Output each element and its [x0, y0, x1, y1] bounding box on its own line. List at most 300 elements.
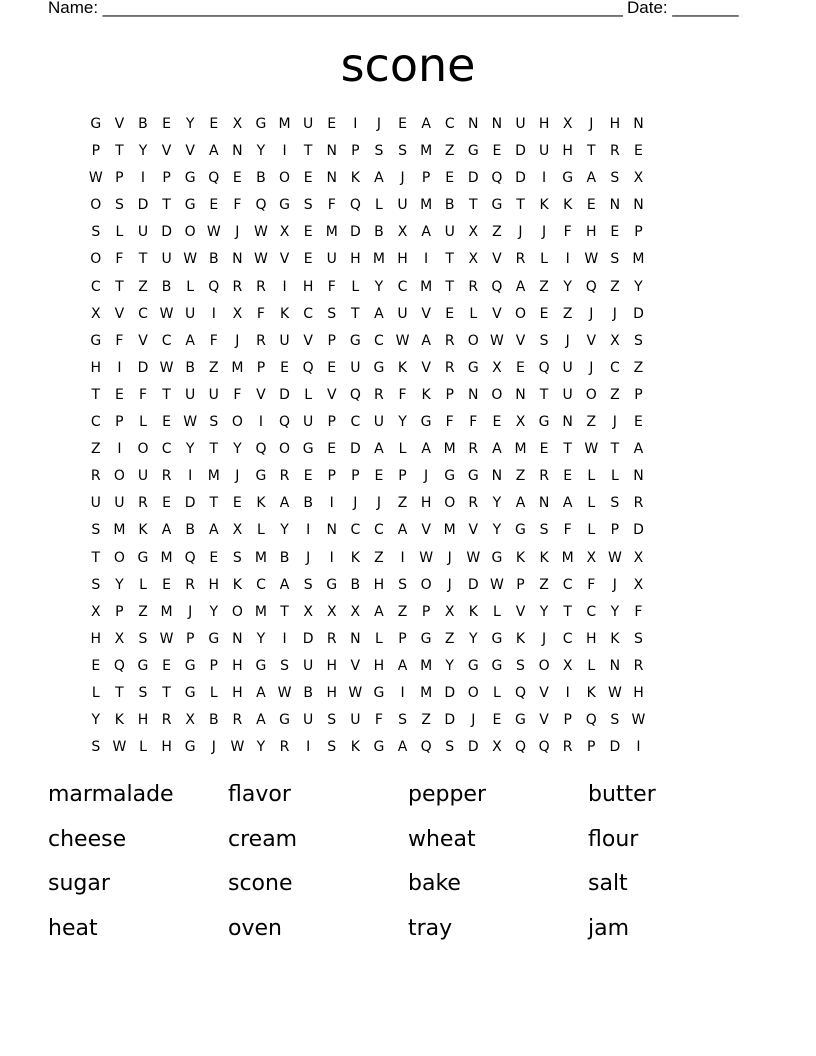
grid-letter: H	[609, 116, 621, 132]
grid-letter: G	[184, 657, 196, 674]
grid-letter: L	[257, 522, 265, 539]
grid-letter: I	[424, 251, 429, 268]
grid-letter: O	[113, 468, 125, 485]
grid-letter: H	[232, 657, 243, 674]
grid-letter: F	[469, 414, 478, 431]
grid-letter: D	[279, 386, 290, 403]
grid-letter: N	[633, 116, 644, 132]
grid-letter: E	[114, 386, 124, 403]
grid-letter: S	[610, 170, 620, 187]
word-bank-item: pepper	[408, 782, 487, 807]
grid-letter: T	[351, 305, 360, 322]
grid-letter: U	[397, 197, 408, 214]
word-bank-item: flour	[588, 826, 639, 852]
grid-letter: Y	[115, 576, 124, 593]
grid-letter: C	[350, 522, 361, 539]
grid-letter: P	[445, 386, 454, 403]
grid-letter: Y	[185, 116, 195, 132]
grid-letter: T	[209, 495, 219, 512]
grid-letter: G	[279, 197, 290, 214]
grid-letter: L	[139, 414, 147, 431]
grid-letter: L	[492, 684, 501, 701]
grid-letter: I	[353, 116, 358, 132]
grid-letter: R	[232, 278, 243, 295]
grid-letter: G	[420, 630, 432, 647]
grid-letter: T	[162, 386, 171, 403]
grid-letter: C	[90, 414, 101, 431]
grid-letter: V	[468, 522, 479, 539]
grid-letter: W	[631, 712, 646, 729]
grid-letter: G	[373, 684, 385, 701]
grid-letter: X	[610, 332, 620, 349]
grid-letter: G	[184, 170, 196, 187]
grid-letter: Z	[397, 495, 408, 512]
grid-letter: T	[516, 197, 525, 214]
grid-letter: U	[279, 332, 290, 349]
grid-letter: A	[374, 170, 384, 187]
grid-letter: V	[350, 657, 361, 674]
grid-letter: V	[185, 143, 195, 160]
grid-letter: K	[586, 684, 596, 701]
grid-letter: O	[420, 576, 432, 593]
grid-letter: W	[607, 684, 622, 701]
grid-letter: H	[397, 251, 408, 268]
grid-letter: D	[137, 359, 149, 376]
grid-letter: P	[256, 359, 266, 376]
grid-letter: U	[90, 495, 101, 512]
grid-letter: R	[468, 278, 479, 295]
word-bank-item: salt	[588, 871, 628, 896]
grid-letter: J	[589, 305, 594, 322]
page-title: scone	[340, 38, 476, 92]
grid-letter: I	[188, 468, 193, 485]
grid-letter: Q	[491, 278, 503, 295]
grid-letter: Z	[208, 359, 219, 376]
word-bank-item: cheese	[48, 826, 127, 852]
grid-letter: Q	[538, 739, 550, 756]
word-bank-item: scone	[228, 871, 293, 896]
grid-letter: D	[444, 684, 456, 701]
grid-letter: W	[277, 684, 292, 701]
grid-letter: T	[91, 549, 101, 566]
grid-letter: P	[91, 143, 101, 160]
grid-row	[84, 114, 736, 141]
grid-letter: A	[492, 441, 502, 458]
grid-letter: J	[447, 576, 452, 593]
grid-letter: P	[516, 576, 525, 593]
grid-letter: L	[91, 684, 100, 701]
grid-letter: M	[420, 143, 433, 160]
grid-letter: M	[420, 197, 433, 214]
grid-row	[84, 575, 736, 602]
grid-letter: K	[256, 495, 266, 512]
grid-row	[84, 656, 736, 683]
grid-letter: H	[586, 630, 597, 647]
grid-letter: J	[471, 712, 476, 729]
grid-letter: N	[232, 630, 243, 647]
grid-letter: H	[161, 739, 172, 756]
grid-letter: P	[587, 739, 596, 756]
grid-letter: Z	[444, 143, 455, 160]
grid-letter: X	[303, 603, 313, 620]
grid-letter: I	[282, 143, 287, 160]
grid-letter: K	[114, 712, 124, 729]
grid-letter: J	[612, 305, 617, 322]
grid-letter: W	[159, 630, 174, 647]
grid-letter: F	[327, 278, 336, 295]
grid-letter: A	[421, 116, 431, 132]
grid-letter: R	[444, 332, 455, 349]
grid-letter: I	[211, 305, 216, 322]
grid-letter: V	[515, 332, 526, 349]
grid-letter: D	[467, 576, 479, 593]
grid-letter: J	[235, 468, 240, 485]
grid-letter: Z	[374, 549, 384, 566]
grid-letter: C	[256, 576, 266, 593]
grid-letter: X	[444, 603, 455, 620]
word-bank-item: jam	[588, 915, 630, 941]
grid-letter: S	[138, 684, 148, 701]
grid-letter: B	[208, 712, 219, 729]
grid-letter: T	[539, 386, 549, 403]
grid-letter: C	[374, 332, 384, 349]
grid-letter: G	[420, 414, 432, 431]
grid-letter: D	[444, 712, 456, 729]
grid-letter: S	[209, 414, 219, 431]
grid-letter: T	[586, 143, 596, 160]
grid-letter: Z	[586, 414, 597, 431]
grid-letter: H	[302, 278, 314, 295]
grid-letter: K	[468, 603, 478, 620]
grid-letter: P	[634, 386, 643, 403]
grid-letter: M	[113, 522, 126, 539]
grid-letter: R	[161, 468, 172, 485]
grid-letter: M	[420, 657, 433, 674]
grid-letter: R	[279, 468, 290, 485]
grid-letter: S	[138, 630, 148, 647]
grid-letter: O	[514, 305, 526, 322]
grid-letter: G	[515, 712, 526, 729]
grid-letter: R	[138, 495, 148, 512]
grid-letter: V	[114, 305, 125, 322]
grid-letter: W	[254, 251, 268, 268]
grid-letter: O	[231, 414, 243, 431]
grid-letter: R	[256, 332, 266, 349]
grid-letter: H	[350, 251, 361, 268]
grid-letter: R	[562, 739, 573, 756]
grid-row	[84, 466, 736, 493]
grid-row	[84, 222, 736, 249]
grid-letter: T	[91, 386, 101, 403]
word-bank	[48, 778, 768, 956]
grid-letter: M	[443, 441, 456, 458]
grid-letter: F	[233, 386, 242, 403]
grid-letter: T	[469, 197, 478, 214]
grid-letter: V	[256, 386, 266, 403]
grid-letter: V	[421, 305, 431, 322]
word-bank-row	[48, 867, 768, 912]
grid-letter: W	[348, 684, 363, 701]
grid-letter: R	[326, 630, 337, 647]
grid-row	[84, 439, 736, 466]
grid-letter: Y	[634, 278, 643, 295]
grid-letter: F	[563, 224, 572, 241]
grid-letter: U	[373, 414, 385, 431]
grid-letter: W	[112, 739, 127, 756]
grid-letter: Z	[138, 278, 148, 295]
grid-letter: X	[232, 116, 243, 132]
grid-letter: Z	[539, 278, 549, 295]
grid-letter: N	[491, 116, 503, 132]
grid-letter: L	[375, 630, 383, 647]
grid-letter: F	[374, 712, 383, 729]
grid-letter: A	[208, 522, 219, 539]
grid-letter: G	[90, 332, 102, 349]
grid-letter: Y	[563, 278, 572, 295]
grid-letter: Z	[539, 576, 549, 593]
grid-letter: E	[303, 224, 313, 241]
grid-letter: G	[184, 684, 196, 701]
grid-letter: N	[468, 386, 479, 403]
grid-letter: G	[491, 549, 503, 566]
grid-letter: X	[586, 549, 597, 566]
grid-letter: S	[398, 712, 407, 729]
grid-letter: E	[91, 657, 101, 674]
grid-letter: Y	[209, 603, 219, 620]
grid-letter: N	[515, 386, 526, 403]
grid-letter: J	[565, 332, 570, 349]
grid-letter: T	[162, 197, 171, 214]
grid-letter: B	[185, 522, 195, 539]
grid-letter: W	[206, 224, 221, 241]
grid-letter: E	[162, 414, 171, 431]
grid-letter: J	[306, 549, 311, 566]
grid-letter: N	[326, 143, 337, 160]
grid-letter: T	[445, 278, 454, 295]
grid-letter: D	[467, 739, 479, 756]
grid-letter: U	[562, 386, 573, 403]
grid-letter: S	[91, 522, 101, 539]
grid-letter: L	[469, 305, 478, 322]
grid-letter: T	[209, 441, 219, 458]
grid-letter: H	[633, 684, 644, 701]
grid-letter: X	[468, 251, 479, 268]
grid-letter: C	[397, 278, 408, 295]
grid-row	[84, 548, 736, 575]
grid-letter: B	[256, 170, 266, 187]
grid-letter: R	[633, 495, 644, 512]
grid-letter: K	[350, 170, 360, 187]
grid-letter: Q	[585, 712, 597, 729]
grid-letter: P	[327, 468, 336, 485]
grid-letter: A	[562, 495, 573, 512]
grid-letter: G	[349, 332, 361, 349]
grid-letter: M	[254, 549, 267, 566]
grid-letter: O	[113, 549, 125, 566]
grid-letter: I	[565, 251, 570, 268]
grid-letter: X	[114, 630, 125, 647]
grid-letter: U	[326, 251, 337, 268]
grid-letter: M	[207, 468, 220, 485]
grid-letter: X	[633, 170, 644, 187]
word-bank-row	[48, 823, 768, 868]
grid-letter: P	[162, 170, 171, 187]
grid-letter: W	[584, 441, 599, 458]
grid-letter: P	[563, 712, 572, 729]
grid-letter: T	[162, 684, 171, 701]
grid-letter: J	[211, 739, 216, 756]
grid-letter: Q	[184, 549, 196, 566]
grid-letter: A	[397, 522, 408, 539]
grid-letter: Q	[514, 739, 526, 756]
grid-letter: I	[282, 278, 287, 295]
grid-letter: G	[373, 739, 385, 756]
grid-letter: A	[374, 441, 384, 458]
grid-letter: T	[115, 143, 124, 160]
grid-letter: S	[303, 576, 313, 593]
grid-letter: F	[138, 386, 148, 403]
grid-letter: Z	[444, 630, 455, 647]
grid-letter: G	[137, 549, 149, 566]
grid-letter: O	[467, 332, 479, 349]
grid-letter: U	[208, 386, 219, 403]
grid-letter: Z	[610, 386, 620, 403]
grid-letter: X	[633, 549, 644, 566]
grid-letter: H	[586, 224, 597, 241]
grid-letter: D	[184, 495, 196, 512]
grid-letter: K	[515, 549, 526, 566]
grid-letter: T	[115, 684, 124, 701]
grid-letter: S	[634, 332, 643, 349]
grid-letter: I	[400, 684, 405, 701]
grid-letter: J	[542, 224, 547, 241]
grid-letter: E	[327, 441, 337, 458]
date-line: Date: _______	[627, 0, 739, 17]
grid-letter: O	[538, 657, 550, 674]
grid-letter: C	[138, 305, 148, 322]
grid-letter: E	[162, 116, 171, 132]
grid-letter: K	[539, 197, 549, 214]
grid-letter: N	[326, 170, 337, 187]
word-bank-item: marmalade	[48, 782, 174, 807]
grid-letter: V	[539, 684, 549, 701]
grid-letter: I	[329, 495, 334, 512]
grid-letter: W	[254, 224, 268, 241]
grid-letter: E	[209, 116, 219, 132]
grid-letter: P	[209, 657, 218, 674]
grid-letter: J	[235, 332, 240, 349]
grid-letter: R	[161, 712, 172, 729]
grid-letter: Y	[256, 143, 266, 160]
grid-letter: C	[161, 441, 172, 458]
grid-letter: N	[633, 468, 644, 485]
grid-letter: T	[115, 278, 124, 295]
grid-letter: C	[90, 278, 101, 295]
grid-letter: R	[232, 712, 243, 729]
grid-letter: F	[209, 332, 218, 349]
grid-letter: U	[350, 712, 361, 729]
grid-letter: I	[329, 549, 334, 566]
grid-letter: M	[420, 684, 433, 701]
grid-letter: H	[562, 143, 573, 160]
grid-letter: Y	[445, 657, 454, 674]
grid-letter: M	[372, 251, 385, 268]
grid-letter: M	[325, 224, 338, 241]
grid-letter: X	[232, 522, 243, 539]
grid-letter: G	[467, 359, 479, 376]
grid-letter: J	[188, 603, 193, 620]
grid-letter: H	[326, 684, 337, 701]
grid-letter: K	[279, 305, 290, 322]
grid-letter: B	[279, 549, 290, 566]
grid-letter: R	[374, 386, 384, 403]
grid-letter: S	[610, 495, 620, 512]
grid-letter: V	[421, 522, 431, 539]
grid-letter: J	[447, 549, 452, 566]
grid-letter: G	[255, 657, 267, 674]
grid-letter: L	[139, 739, 147, 756]
grid-letter: C	[161, 332, 172, 349]
word-bank-item: wheat	[408, 826, 476, 852]
grid-letter: N	[538, 495, 550, 512]
grid-letter: I	[400, 549, 405, 566]
grid-letter: T	[303, 143, 313, 160]
grid-letter: G	[491, 630, 503, 647]
grid-letter: D	[161, 224, 172, 241]
grid-letter: T	[610, 441, 620, 458]
grid-letter: X	[397, 224, 408, 241]
grid-letter: V	[492, 251, 502, 268]
grid-letter: G	[137, 657, 149, 674]
grid-letter: U	[562, 359, 573, 376]
grid-letter: P	[185, 630, 195, 647]
grid-row	[84, 412, 736, 439]
grid-letter: O	[137, 441, 149, 458]
grid-letter: P	[115, 414, 124, 431]
grid-letter: U	[185, 305, 196, 322]
grid-letter: V	[539, 712, 549, 729]
grid-letter: R	[468, 495, 479, 512]
grid-letter: X	[633, 576, 644, 593]
grid-letter: Y	[256, 739, 266, 756]
grid-letter: G	[444, 468, 456, 485]
grid-letter: L	[540, 251, 548, 268]
grid-letter: H	[137, 712, 149, 729]
grid-letter: G	[515, 522, 526, 539]
grid-letter: K	[350, 549, 360, 566]
grid-letter: Q	[585, 278, 597, 295]
grid-row	[84, 358, 736, 385]
grid-letter: G	[373, 359, 385, 376]
grid-letter: Z	[138, 603, 148, 620]
grid-letter: A	[397, 739, 408, 756]
grid-letter: V	[161, 143, 172, 160]
word-bank-item: flavor	[228, 782, 291, 807]
grid-row	[84, 520, 736, 547]
grid-letter: I	[636, 739, 641, 756]
grid-letter: J	[612, 414, 617, 431]
grid-letter: X	[492, 739, 502, 756]
grid-row	[84, 385, 736, 412]
grid-letter: L	[139, 576, 147, 593]
grid-letter: E	[445, 305, 455, 322]
grid-letter: P	[327, 414, 336, 431]
grid-letter: W	[607, 549, 622, 566]
grid-letter: N	[326, 522, 337, 539]
grid-letter: S	[327, 305, 337, 322]
grid-letter: S	[374, 143, 384, 160]
grid-letter: R	[185, 576, 196, 593]
